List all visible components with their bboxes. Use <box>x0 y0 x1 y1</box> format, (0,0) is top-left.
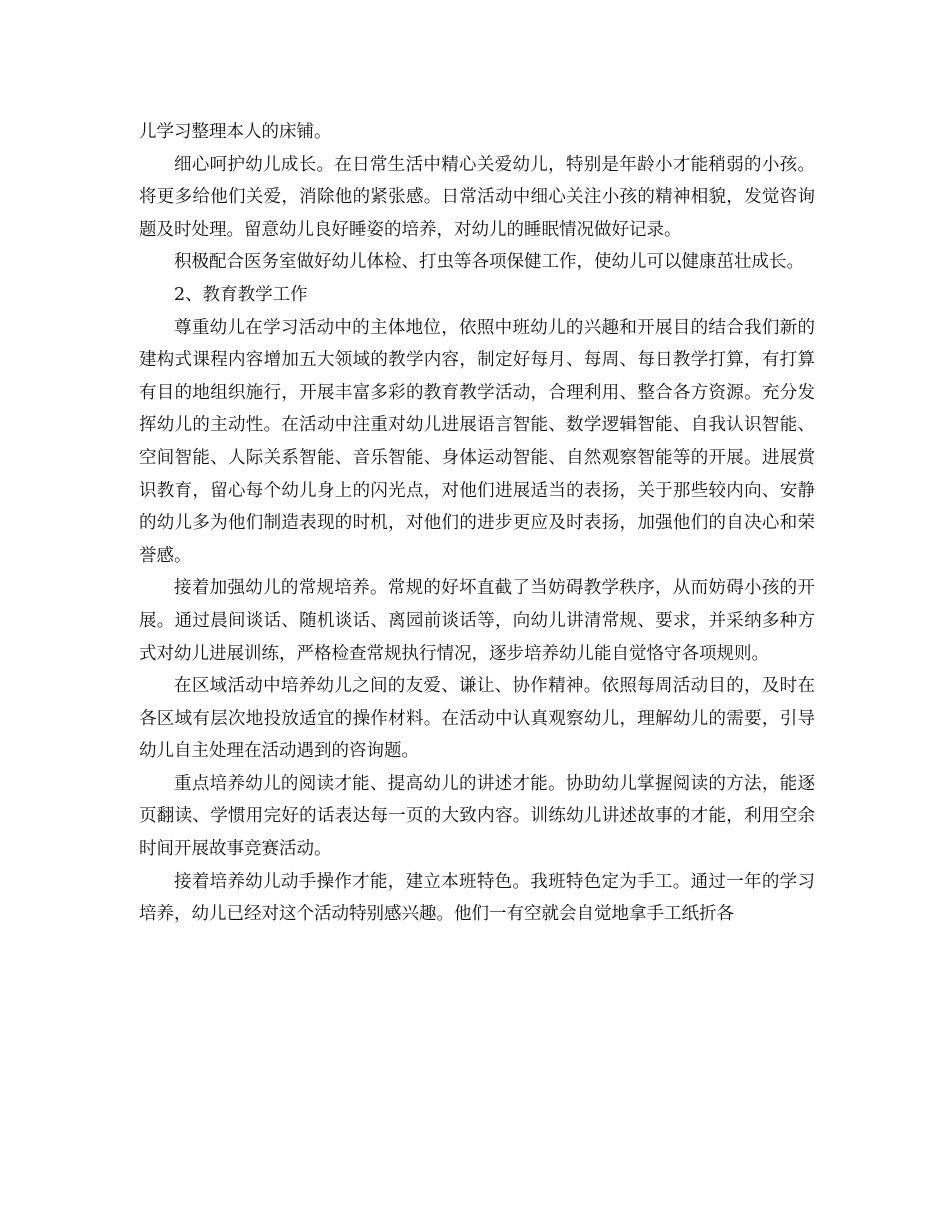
section-heading-education: 2、教育教学工作 <box>174 284 308 305</box>
paragraph-routine: 接着加强幼儿的常规培养。常规的好坏直截了当妨碍教学秩序，从而妨碍小孩的开展。通过晨间谈话、随机谈话、离园前谈话等，向幼儿讲清常规、要求，并采纳多种方式对幼儿进展训练，严格检查常规执行情况，逐步培养幼儿能自觉恪守各项规则。 <box>139 578 815 664</box>
paragraph-care-growth: 细心呵护幼儿成长。在日常生活中精心关爱幼儿，特别是年龄小才能稍弱的小孩。将更多给他们关爱，消除他的紧张感。日常活动中细心关注小孩的精神相貌，发觉咨询题及时处理。留意幼儿良好睡姿的培养，对幼儿的睡眠情况做好记录。 <box>139 154 815 240</box>
paragraph-continuation: 儿学习整理本人的床铺。 <box>139 122 332 142</box>
paragraph-teaching: 尊重幼儿在学习活动中的主体地位，依照中班幼儿的兴趣和开展目的结合我们新的建构式课程内容增加五大领域的教学内容，制定好每月、每周、每日教学打算，有打算有目的地组织施行，开展丰富多彩的教育教学活动，合理利用、整合各方资源。充分发挥幼儿的主动性。在活动中注重对幼儿进展语言智能、数学逻辑智能、自我认识智能、空间智能、人际关系智能、音乐智能、身体运动智能、自然观察智能等的开展。进展赏识教育，留心每个幼儿身上的闪光点，对他们进展适当的表扬，关于那些较内向、安静的幼儿多为他们制造表现的时机，对他们的进步更应及时表扬，加强他们的自决心和荣誉感。 <box>139 317 815 566</box>
paragraph-health-work: 积极配合医务室做好幼儿体检、打虫等各项保健工作，使幼儿可以健康茁壮成长。 <box>174 252 804 273</box>
document-body <box>139 116 815 931</box>
paragraph-area-activity: 在区域活动中培养幼儿之间的友爱、谦让、协作精神。依照每周活动目的，及时在各区域有层次地投放适宜的操作材料。在活动中认真观察幼儿，理解幼儿的需要，引导幼儿自主处理在活动遇到的咨询题。 <box>139 676 815 762</box>
paragraph-handcraft: 接着培养幼儿动手操作才能，建立本班特色。我班特色定为手工。通过一年的学习培养，幼儿已经对这个活动特别感兴趣。他们一有空就会自觉地拿手工纸折各 <box>139 871 815 925</box>
paragraph-reading: 重点培养幼儿的阅读才能、提高幼儿的讲述才能。协助幼儿掌握阅读的方法，能逐页翻读、学惯用完好的话表达每一页的大致内容。训练幼儿讲述故事的才能，利用空余时间开展故事竞赛活动。 <box>139 773 815 860</box>
